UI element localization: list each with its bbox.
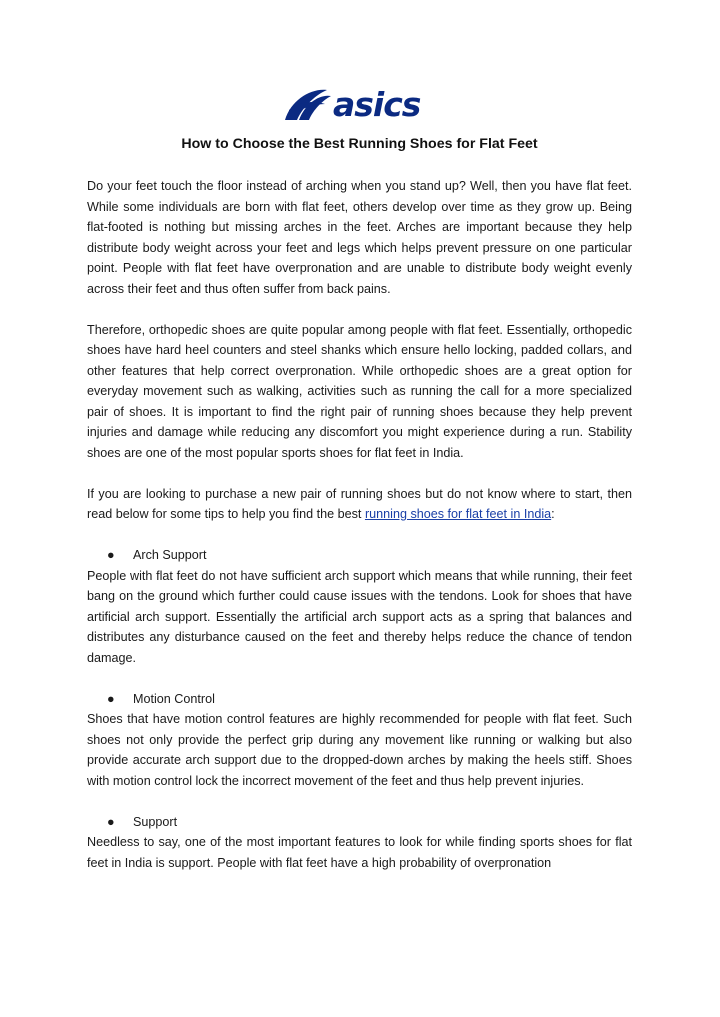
bullet-icon: ● bbox=[107, 691, 115, 706]
intro-paragraph-1: Do your feet touch the floor instead of arching when you stand up? Well, then you have flat feet. While some individuals are born with flat feet, others develop over time as they grow up. Being flat-footed is nothing but missing arches in the feet. Arches are important because they help distribute body weight across your feet and legs which helps prevent pressure on one particular point. People with flat feet have overpronation and are unable to distribute body weight evenly across their feet and thus often suffer from back pains. bbox=[87, 179, 632, 296]
section-heading-label: Arch Support bbox=[133, 548, 207, 562]
tips-intro-paragraph bbox=[87, 484, 632, 525]
bullet-icon: ● bbox=[107, 548, 115, 562]
asics-logo bbox=[281, 82, 437, 126]
section-heading-motion-control bbox=[87, 689, 632, 710]
section-text-support: Needless to say, one of the most important features to look for while finding sports shoes for flat feet in India is support. People with flat feet have a high probability of overpronation bbox=[87, 835, 632, 870]
section-heading-arch-support bbox=[87, 545, 632, 566]
tips-intro-colon: : bbox=[551, 507, 555, 521]
section-heading-label: Motion Control bbox=[133, 691, 215, 706]
page-title: How to Choose the Best Running Shoes for Flat Feet bbox=[181, 136, 538, 152]
intro-paragraph-2: Therefore, orthopedic shoes are quite popular among people with flat feet. Essentially, orthopedic shoes have hard heel counters and steel shanks which ensure hello locking, padded collars, and other features that help correct overpronation. While orthopedic shoes are a great option for everyday movement such as walking, activities such as running the call for a more specialized pair of shoes. It is important to find the right pair of running shoes because they help prevent injuries and damage while reducing any discomfort you might experience during a run. Stability shoes are one of the most popular sports shoes for flat feet in India. bbox=[87, 322, 632, 460]
tips-intro-text: If you are looking to purchase a new pair of running shoes but do not know where to start, then read below for some tips to help you find the best bbox=[87, 486, 632, 521]
logo-wordmark: asics bbox=[333, 85, 421, 124]
section-heading-support bbox=[87, 812, 632, 833]
article-body bbox=[87, 176, 632, 873]
section-heading-label: Support bbox=[133, 814, 178, 829]
section-text-motion-control: Shoes that have motion control features are highly recommended for people with flat feet. Such shoes not only provide the perfect grip during any movement like running or walking but also provide accurate arch support due to the dropped-down arches by making the heels stiff. Shoes with motion control lock the incorrect movement of the feet and thus help prevent injuries. bbox=[87, 712, 632, 788]
section-text-arch-support: People with flat feet do not have sufficient arch support which means that while running, their feet bang on the ground which further could cause issues with the tendons. Look for shoes that have artificial arch support. Essentially the artificial arch support acts as a spring that balances and distributes any disturbance caused on the feet and thereby helps reduce the chance of tendon damage. bbox=[87, 568, 632, 665]
bullet-icon: ● bbox=[107, 814, 115, 829]
running-shoes-link[interactable]: running shoes for flat feet in India bbox=[364, 507, 552, 521]
